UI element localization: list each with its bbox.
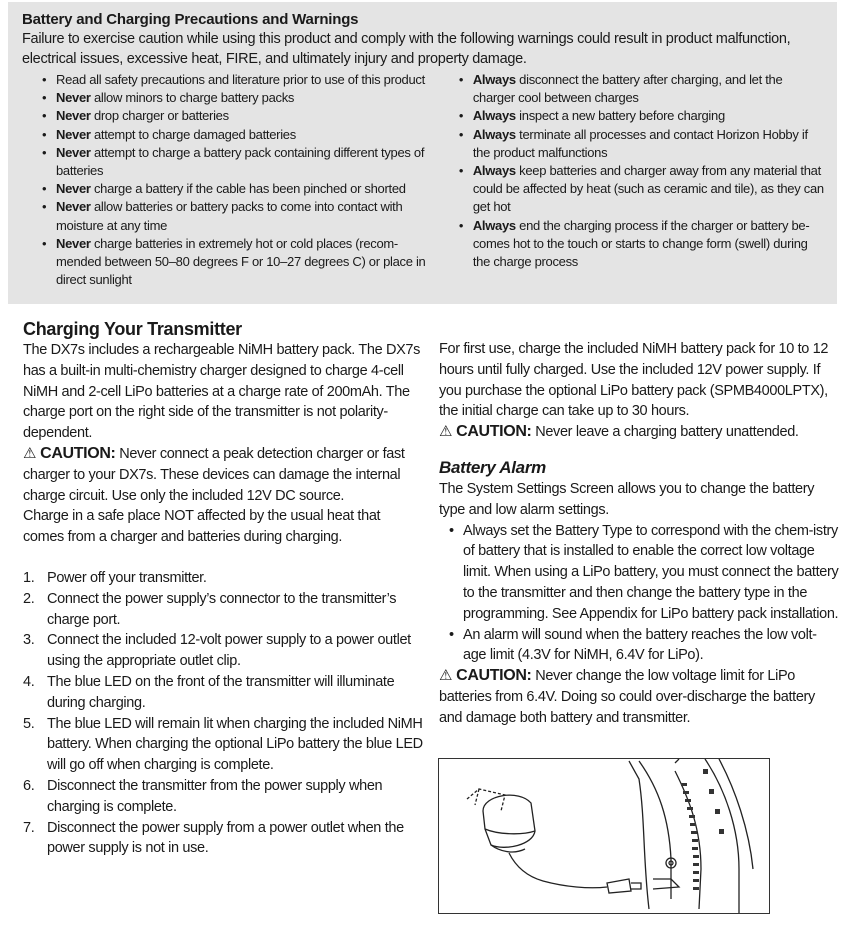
list-item: 3. Connect the included 12-volt power supply to a power outlet using the appropriate outlet clip. [23, 632, 411, 670]
caution-paragraph: ⚠ CAUTION: Never change the low voltage limit for LiPo batteries from 6.4V. Doing so could over-discharge the battery and damage both battery and transmitter. [439, 667, 815, 726]
list-item: 2. Connect the power supply’s connector to the transmitter’s charge port. [23, 590, 397, 628]
warnings-box [8, 2, 837, 304]
warnings-title: Battery and Charging Precautions and Warnings [22, 11, 359, 28]
list-item: • Always keep batteries and charger away from any material that could be affected by heat (such as ceramic and tile), as they can get hot [459, 162, 825, 217]
warnings-intro: Failure to exercise caution while using this product and comply with the following warnings could result in product malfunction, electrical issues, excessive heat, FIRE, and ultimately injury and property damage. [22, 31, 791, 67]
list-item: 7. Disconnect the power supply from a power outlet when the power supply is not in use. [23, 819, 404, 857]
list-item: • Always terminate all processes and contact Horizon Hobby if the product malfunctions [459, 126, 825, 162]
list-item: 6. Disconnect the transmitter from the power supply when charging is complete. [23, 777, 383, 815]
first-use-paragraph: For first use, charge the included NiMH battery pack for 10 to 12 hours until fully charged. Use the included 12V power supply. If you purchase the optional LiPo battery pack (SPMB4000LPTX), the initial charge can take up to 30 hours. [439, 341, 829, 420]
charger-illustration-svg [439, 759, 769, 913]
alarm-heading: Battery Alarm [439, 457, 546, 477]
list-item: • Always end the charging process if the charger or battery be-comes hot to the touch or starts to change form (swell) during the charge process [459, 217, 825, 272]
list-item: • An alarm will sound when the battery reaches the low volt-age limit (4.3V for NiMH, 6.4V for LiPo). [449, 625, 839, 667]
alarm-column [439, 339, 839, 729]
charging-heading: Charging Your Transmitter [23, 319, 242, 339]
list-item: 4. The blue LED on the front of the transmitter will illuminate during charging. [23, 673, 395, 711]
safe-place-note: Charge in a safe place NOT affected by the usual heat that comes from a charger and batteries during charging. [23, 508, 381, 546]
alarm-intro: The System Settings Screen allows you to change the battery type and low alarm settings. [439, 480, 815, 518]
charging-steps [23, 568, 423, 859]
warnings-columns [22, 71, 825, 289]
list-item: • Never attempt to charge a battery pack containing different types of batteries [42, 144, 438, 180]
warning-triangle-icon: ⚠ [439, 667, 453, 685]
charging-column [23, 318, 423, 859]
list-item: • Never allow batteries or battery packs to come into contact with moisture at any time [42, 198, 438, 234]
list-item: • Read all safety precautions and literature prior to use of this product [42, 71, 438, 89]
charger-transmitter-illustration [438, 758, 770, 914]
warning-triangle-icon: ⚠ [23, 444, 37, 462]
list-item: • Always disconnect the battery after charging, and let the charger cool between charges [459, 71, 825, 107]
caution-paragraph: ⚠ CAUTION: Never leave a charging battery unattended. [439, 422, 839, 443]
list-item: 5. The blue LED will remain lit when charging the included NiMH battery. When charging the optional LiPo battery the blue LED will go off when charging is complete. [23, 715, 423, 774]
list-item: 1. Power off your transmitter. [23, 569, 207, 586]
list-item: • Never drop charger or batteries [42, 107, 438, 125]
alarm-bullets [439, 521, 839, 667]
list-item: • Always set the Battery Type to correspond with the chem-istry of battery that is installed to enable the correct low voltage limit. When using a LiPo battery, you must connect the battery to the transmitter and then change the battery type in the programming. See Appendix for LiPo battery pack installation. [449, 521, 839, 625]
list-item: • Never charge batteries in extremely hot or cold places (recom-mended between 50–80 degrees F or 10–27 degrees C) or place in direct sunlight [42, 235, 438, 290]
list-item: • Always inspect a new battery before charging [459, 107, 825, 125]
charging-intro: The DX7s includes a rechargeable NiMH battery pack. The DX7s has a built-in multi-chemistry charger designed to charge 4-cell NiMH and 2-cell LiPo batteries at a charge rate of 200mAh. The charge port on the right side of the transmitter is not polarity-dependent. [23, 342, 421, 442]
list-item: • Never attempt to charge damaged batteries [42, 126, 438, 144]
warnings-list-left [42, 71, 438, 289]
warnings-list-right [459, 71, 825, 289]
warning-triangle-icon: ⚠ [439, 423, 453, 441]
list-item: • Never allow minors to charge battery packs [42, 89, 438, 107]
list-item: • Never charge a battery if the cable has been pinched or shorted [42, 180, 438, 198]
caution-paragraph: ⚠ CAUTION: Never connect a peak detection charger or fast charger to your DX7s. These devices can damage the internal charge circuit. Use only the included 12V DC source. [23, 444, 405, 504]
